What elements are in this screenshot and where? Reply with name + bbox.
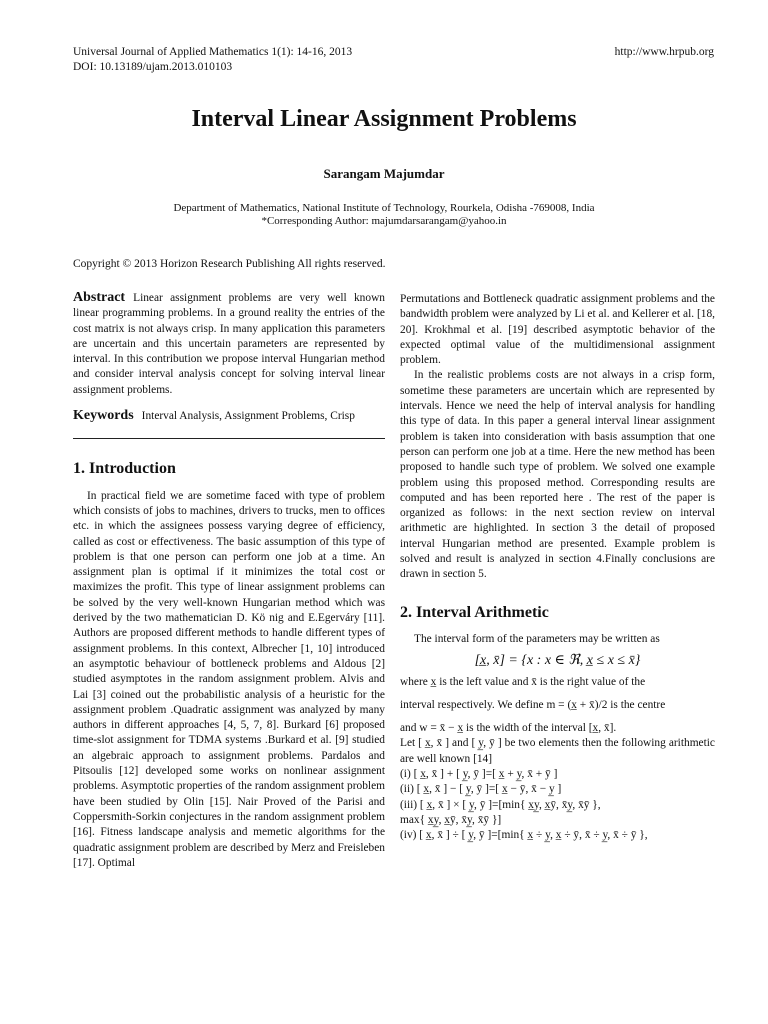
paper-title: Interval Linear Assignment Problems — [191, 106, 577, 132]
section-heading-interval-arithmetic: 2. Interval Arithmetic — [400, 603, 549, 621]
left-column — [73, 290, 385, 871]
abstract-label: Abstract — [73, 290, 126, 305]
interval-intro-text: The interval form of the parameters may be written as — [414, 632, 660, 645]
copyright-notice: Copyright © 2013 Horizon Research Publishing All rights reserved. — [73, 258, 386, 270]
definition-line-3: and w = x̄ − x̲ is the width of the interval [x̲, x̄]. — [400, 722, 617, 735]
operation-division: (iv) [ x̲, x̄ ] ÷ [ y̲, ȳ ]=[min{ x̲ ÷ y̲, x̲ ÷ ȳ, x̄ ÷ y̲, x̄ ÷ ȳ }, — [400, 829, 648, 842]
section-divider — [73, 438, 385, 439]
section-heading-introduction: 1. Introduction — [73, 460, 176, 478]
keywords-text: Interval Analysis, Assignment Problems, Crisp — [141, 410, 355, 423]
operation-addition: (i) [ x̲, x̄ ] + [ y̲, ȳ ]=[ x̲ + y̲, x̄ + ȳ ] — [400, 768, 558, 781]
affiliation: Department of Mathematics, National Institute of Technology, Rourkela, Odisha -769008, India — [173, 202, 595, 214]
operation-subtraction: (ii) [ x̲, x̄ ] − [ y̲, ȳ ]=[ x̲ − ȳ, x̄ − y̲ ] — [400, 783, 562, 796]
doi: DOI: 10.13189/ujam.2013.010103 — [73, 61, 233, 73]
journal-citation: Universal Journal of Applied Mathematics 1(1): 14-16, 2013 — [73, 46, 353, 58]
corresponding-author: *Corresponding Author: majumdarsarangam@yahoo.in — [261, 215, 507, 227]
journal-url[interactable]: http://www.hrpub.org — [614, 46, 714, 58]
right-paragraph-2: In the realistic problems costs are not always in a crisp form, sometime these parameters are uncertain which are represented by intervals. Hence we need the help of interval analysis for handling this type of data. In this paper a general interval linear assignment problem is taken into consideration with basis assumption that one person can perform one job at a time. Here the new method has been proposed to handle such type of problem. We solved one example problem using this proposed method. Corresponding results are computed and has been reported here . The rest of the paper is organized as follows: in the next section review on interval arithmetic are highlighted. In section 3 the detail of proposed interval Hungarian method are presented. Example problem is solved and result is analyzed in section 4.Finally conclusions are drawn in section 5. — [400, 369, 715, 581]
definition-line-1: where x̲ is the left value and x̄ is the right value of the — [400, 675, 646, 688]
right-paragraph-1: Permutations and Bottleneck quadratic assignment problems and the bandwidth problem were analyzed by Li et al. and Kellerer et al. [18, 20]. Krokhmal et al. [19] described asymptotic behavior of the expected optimal value of the multidimensional assignment problem. — [400, 293, 715, 367]
operation-multiplication-max: max{ x̲y̲, x̲ȳ, x̄y̲, x̄ȳ }] — [400, 813, 502, 826]
affiliation-block — [0, 202, 768, 228]
journal-header — [73, 45, 352, 75]
author-name: Sarangam Majumdar — [323, 166, 445, 181]
keywords — [73, 408, 385, 424]
right-column — [400, 292, 715, 844]
definition-line-2: interval respectively. We define m = (x̲ + x̄)/2 is the centre — [400, 698, 666, 711]
operation-multiplication: (iii) [ x̲, x̄ ] × [ y̲, ȳ ]=[min{ x̲y̲, x̲ȳ, x̄y̲, x̄ȳ }, — [400, 798, 601, 811]
introduction-text: In practical field we are sometime faced with type of problem which consists of jobs to machines, drivers to trucks, men to offices etc. in which the assignees possess varying degree of efficiency, called as cost or effectiveness. The basic assumption of this type of problem is that one person can perform one job at a time. An assignment plan is optimal if it minimizes the total cost or maximizes the profit. This type of linear assignment problems can be solved by the very well-known Hungarian method which was derived by the two mathematician D. Kö nig and E.Egerváry [11]. Authors are proposed different methods to handle different types of assignment problems. In this context, Albrecher [1, 10] introduced an asymptotic behaviour of bottleneck problems and Aldous [2] studied asymptotes in the random assignment problem. Alvis and Lai [3] coined out the probabilistic analysis of a heuristic for the assignment problem .Quadratic assignment was analyzed by many authors in different approaches [4, 5, 7, 8]. Burkard [6] proposed time-slot assignment for TDMA systems .Burkard et al. [9] studied an algebraic approach to assignment problems. Pardalos and Pitsoulis [12] developed some works on nonlinear assignment problems. Asymptotic properties of the random assignment problem have been studied by Olin [15]. Nair Proved of the Parisi and Coppersmith-Sorkin conjectures in the random assignment problem [16]. Fitness landscape analysis and memetic algorithms for the quadratic assignment problem are described by Merz and Freisleben [17]. Optimal — [73, 489, 385, 869]
keywords-label: Keywords — [73, 408, 134, 424]
abstract — [73, 290, 385, 398]
arithmetic-intro: Let [ x̲, x̄ ] and [ y̲, ȳ ] be two elements then the following arithmetic are well known [14] — [400, 737, 715, 765]
abstract-text: Linear assignment problems are very well known linear programming problems. In a ground reality the entries of the cost matrix is not always crisp. In many application this parameters are uncertain and this uncertain parameters are represented by interval. In this contribution we propose interval Hungarian method and consider interval analysis concept for solving interval linear assignment problems. — [73, 292, 385, 396]
interval-definition-formula: [x̲, x̄] = {x : x ∈ ℜ, x̲ ≤ x ≤ x̄} — [474, 653, 641, 669]
